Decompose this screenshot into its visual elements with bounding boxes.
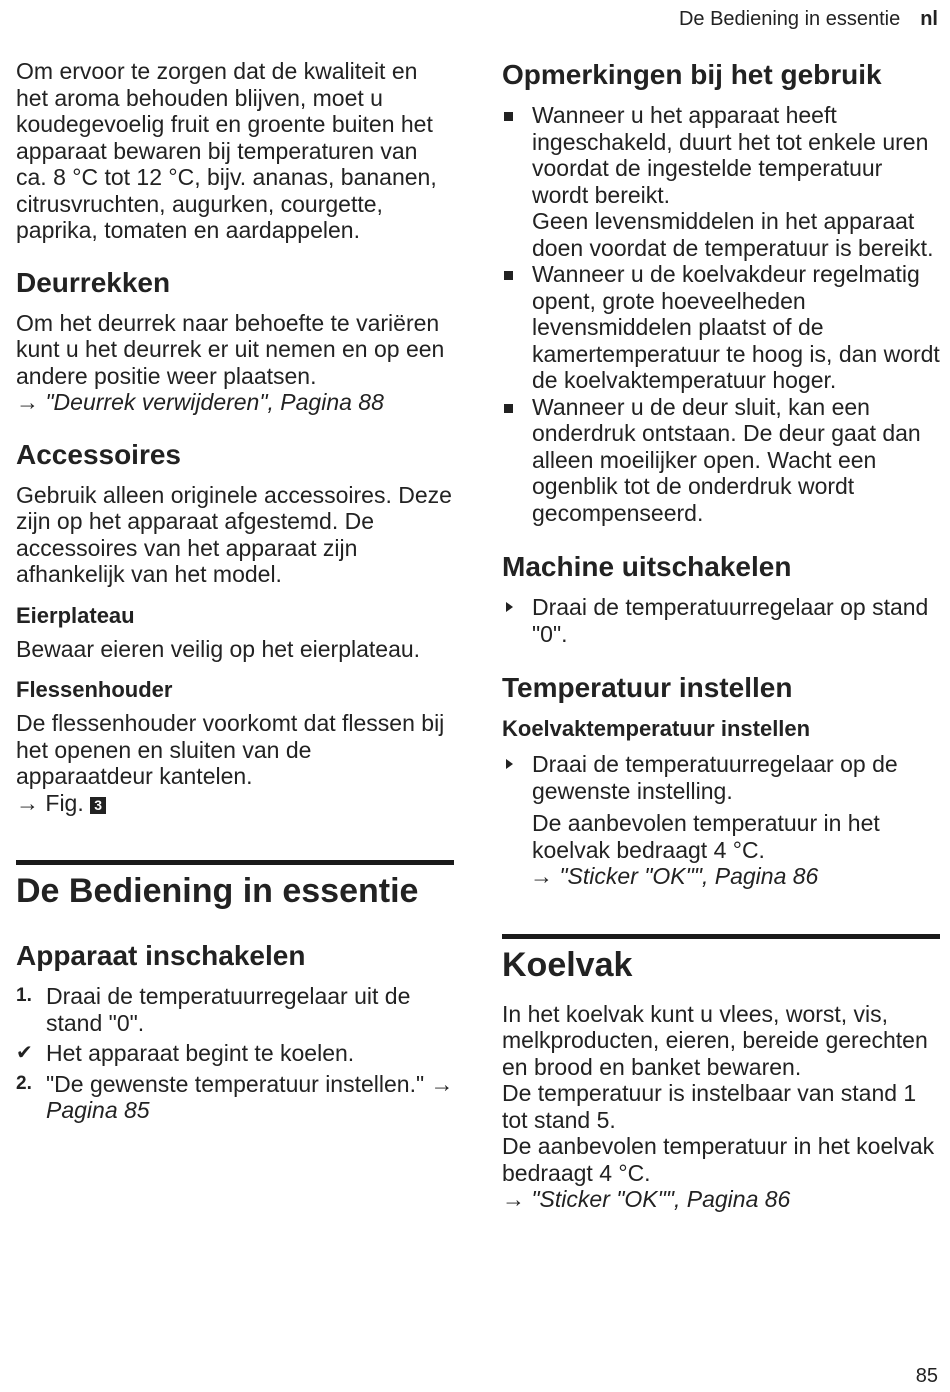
koelvak-text-recommended: De aanbevolen temperatuur in het koelvak bedraagt 4 °C. [502, 1133, 935, 1186]
list-item [502, 102, 940, 261]
eierplateau-text: Bewaar eieren veilig op het eierplateau. [16, 635, 421, 662]
inschakelen-steps [16, 983, 454, 1124]
list-item-extra: Geen levensmiddelen in het apparaat doen voordat de temperatuur is bereikt. [532, 208, 934, 261]
figure-reference[interactable] [16, 790, 454, 817]
opmerkingen-list [502, 102, 940, 526]
deurrekken-text: Om het deurrek naar behoefte te variëren kunt u het deurrek er uit nemen en op een andere positie weer plaatsen. [16, 309, 445, 389]
list-item [502, 261, 940, 394]
running-header-title: De Bediening in essentie [678, 8, 901, 30]
chapter-heading-block [16, 860, 454, 911]
opmerkingen-heading: Opmerkingen bij het gebruik [502, 59, 882, 90]
triangle-bullet-icon [506, 602, 513, 612]
eierplateau-heading: Eierplateau [16, 602, 135, 628]
figure-label: Fig. [45, 789, 84, 816]
triangle-bullet-icon [506, 759, 513, 769]
step-number: 2. [16, 1072, 32, 1094]
result-item [16, 1040, 454, 1067]
deurrekken-heading: Deurrekken [16, 266, 171, 298]
temperatuur-steps [502, 751, 940, 804]
square-bullet-icon [504, 404, 513, 413]
deurrekken-reference-link[interactable]: "Deurrek verwijderen", Pagina 88 [45, 389, 384, 415]
list-item-text: Wanneer u de deur sluit, kan een onderdruk ontstaan. De deur gaat dan alleen moeilijker open. Wacht een ogenblik tot de onderdruk wordt gecompenseerd. [532, 393, 921, 526]
flessenhouder-heading: Flessenhouder [16, 677, 173, 702]
accessoires-heading: Accessoires [16, 438, 182, 470]
step-reference-link[interactable]: Pagina 85 [46, 1097, 150, 1123]
temperatuur-reference-link[interactable]: "Sticker "OK"", Pagina 86 [559, 863, 819, 889]
arrow-right-icon: → [530, 863, 553, 889]
page-number: 85 [915, 1365, 938, 1387]
square-bullet-icon [504, 271, 513, 280]
list-item [502, 394, 940, 527]
arrow-right-icon: → [430, 1070, 454, 1097]
arrow-right-icon: → [16, 789, 39, 816]
list-item-text: Wanneer u de koelvakdeur regelmatig opent, grote hoeveelheden levensmiddelen plaatst of de kamertemperatuur te hoog is, dan wordt de koelvaktemperatuur hoger. [532, 261, 940, 393]
koelvak-reference-link[interactable]: "Sticker "OK"", Pagina 86 [531, 1186, 791, 1212]
uitschakelen-steps [502, 594, 940, 647]
action-step [502, 751, 940, 804]
action-step [502, 594, 940, 647]
inschakelen-heading: Apparaat inschakelen [16, 940, 306, 971]
result-text: Het apparaat begint te koelen. [46, 1040, 355, 1066]
step-text: Draai de temperatuurregelaar uit de stand "0". [46, 983, 411, 1036]
figure-number-badge: 3 [90, 797, 106, 814]
action-step-text: Draai de temperatuurregelaar op de gewenste instelling. [532, 751, 898, 804]
step-text: "De gewenste temperatuur instellen." [46, 1070, 425, 1097]
step-item [16, 1071, 454, 1124]
left-column [16, 58, 454, 1124]
checkmark-icon: ✔ [16, 1042, 33, 1064]
koelvak-title: Koelvak [502, 945, 633, 984]
step-number: 1. [16, 985, 32, 1006]
koelvak-reference[interactable] [502, 1186, 940, 1213]
arrow-right-icon: → [502, 1186, 525, 1212]
uitschakelen-heading: Machine uitschakelen [502, 551, 792, 582]
koelvak-text-range: De temperatuur is instelbaar van stand 1 tot stand 5. [502, 1080, 917, 1133]
square-bullet-icon [504, 112, 513, 121]
koelvak-text: In het koelvak kunt u vlees, worst, vis, melkproducten, eieren, bereide gerechten en brood en banket bewaren. [502, 1000, 928, 1080]
deurrekken-reference[interactable] [16, 389, 454, 416]
action-step-text: Draai de temperatuurregelaar op stand "0". [532, 594, 929, 647]
koelvak-heading-block [502, 934, 940, 985]
right-column [502, 58, 940, 1213]
temperatuur-reference[interactable] [502, 863, 940, 890]
language-code: nl [920, 8, 938, 30]
running-header [679, 8, 938, 31]
step-item [16, 983, 454, 1036]
arrow-right-icon: → [16, 389, 39, 415]
koelvaktemperatuur-heading: Koelvaktemperatuur instellen [502, 716, 811, 741]
intro-paragraph: Om ervoor te zorgen dat de kwaliteit en het aroma behouden blijven, moet u koudegevoelig fruit en groente buiten het apparaat bewaren bij temperaturen van ca. 8 °C tot 12 °C, bijv. ananas, bananen, citrusvruchten, augurken, courgette, paprika, tomaten en aardappelen. [16, 58, 437, 243]
temperatuur-note: De aanbevolen temperatuur in het koelvak bedraagt 4 °C. [532, 810, 880, 863]
flessenhouder-text: De flessenhouder voorkomt dat flessen bij het openen en sluiten van de apparaatdeur kantelen. [16, 710, 445, 789]
chapter-title: De Bediening in essentie [16, 872, 419, 910]
temperatuur-heading: Temperatuur instellen [502, 672, 793, 703]
list-item-text: Wanneer u het apparaat heeft ingeschakeld, duurt het tot enkele uren voordat de ingestelde temperatuur wordt bereikt. [532, 102, 929, 208]
accessoires-text: Gebruik alleen originele accessoires. Deze zijn op het apparaat afgestemd. De accessoires van het apparaat zijn afhankelijk van het model. [16, 481, 452, 587]
